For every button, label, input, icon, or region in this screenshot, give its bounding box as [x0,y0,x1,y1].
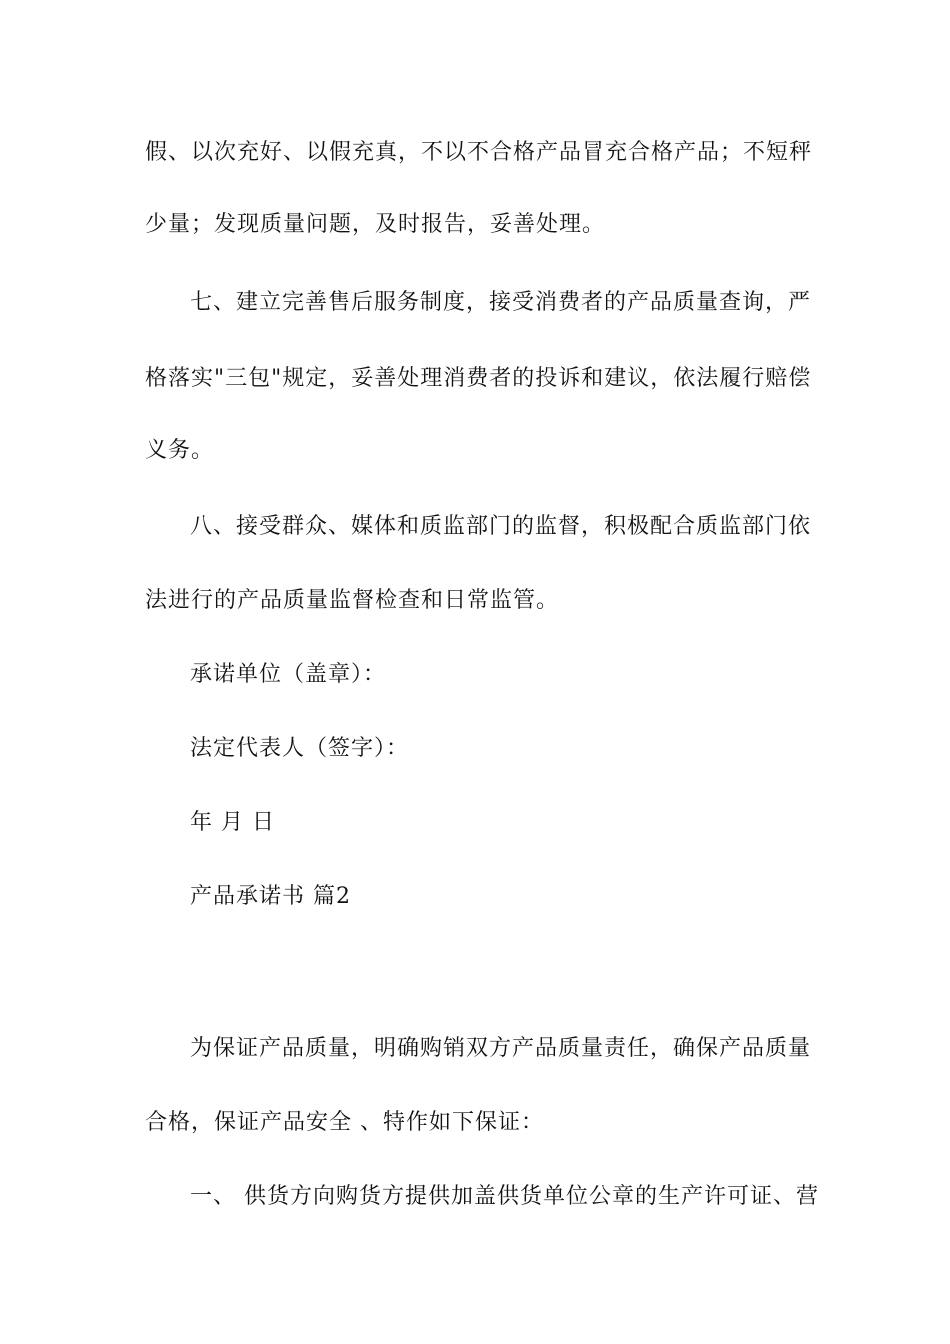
paragraph-line: 合格，保证产品安全 、特作如下保证： [145,1110,544,1135]
paragraph-line: 法进行的产品质量监督检查和日常监管。 [145,588,560,613]
paragraph-line: 一、 供货方向购货方提供加盖供货单位公章的生产许可证、营 [190,1184,819,1209]
seal-line: 承诺单位（盖章）： [190,662,387,687]
paragraph-line: 假、以次充好、以假充真，不以不合格产品冒充合格产品；不短秤 [145,140,813,165]
paragraph-line: 七、建立完善售后服务制度，接受消费者的产品质量查询，严 [190,290,812,315]
date-line: 年 月 日 [190,810,275,835]
paragraph-line: 少量；发现质量问题，及时报告，妥善处理。 [145,212,606,237]
paragraph-line: 八、接受群众、媒体和质监部门的监督，积极配合质监部门依 [190,514,812,539]
paragraph-line: 为保证产品质量，明确购销双方产品质量责任，确保产品质量 [190,1036,812,1061]
paragraph-line: 格落实"三包"规定，妥善处理消费者的投诉和建议，依法履行赔偿 [145,366,812,391]
signature-line: 法定代表人（签字）： [190,736,410,761]
paragraph-line: 义务。 [145,438,215,463]
section-title: 产品承诺书 篇2 [190,884,351,909]
